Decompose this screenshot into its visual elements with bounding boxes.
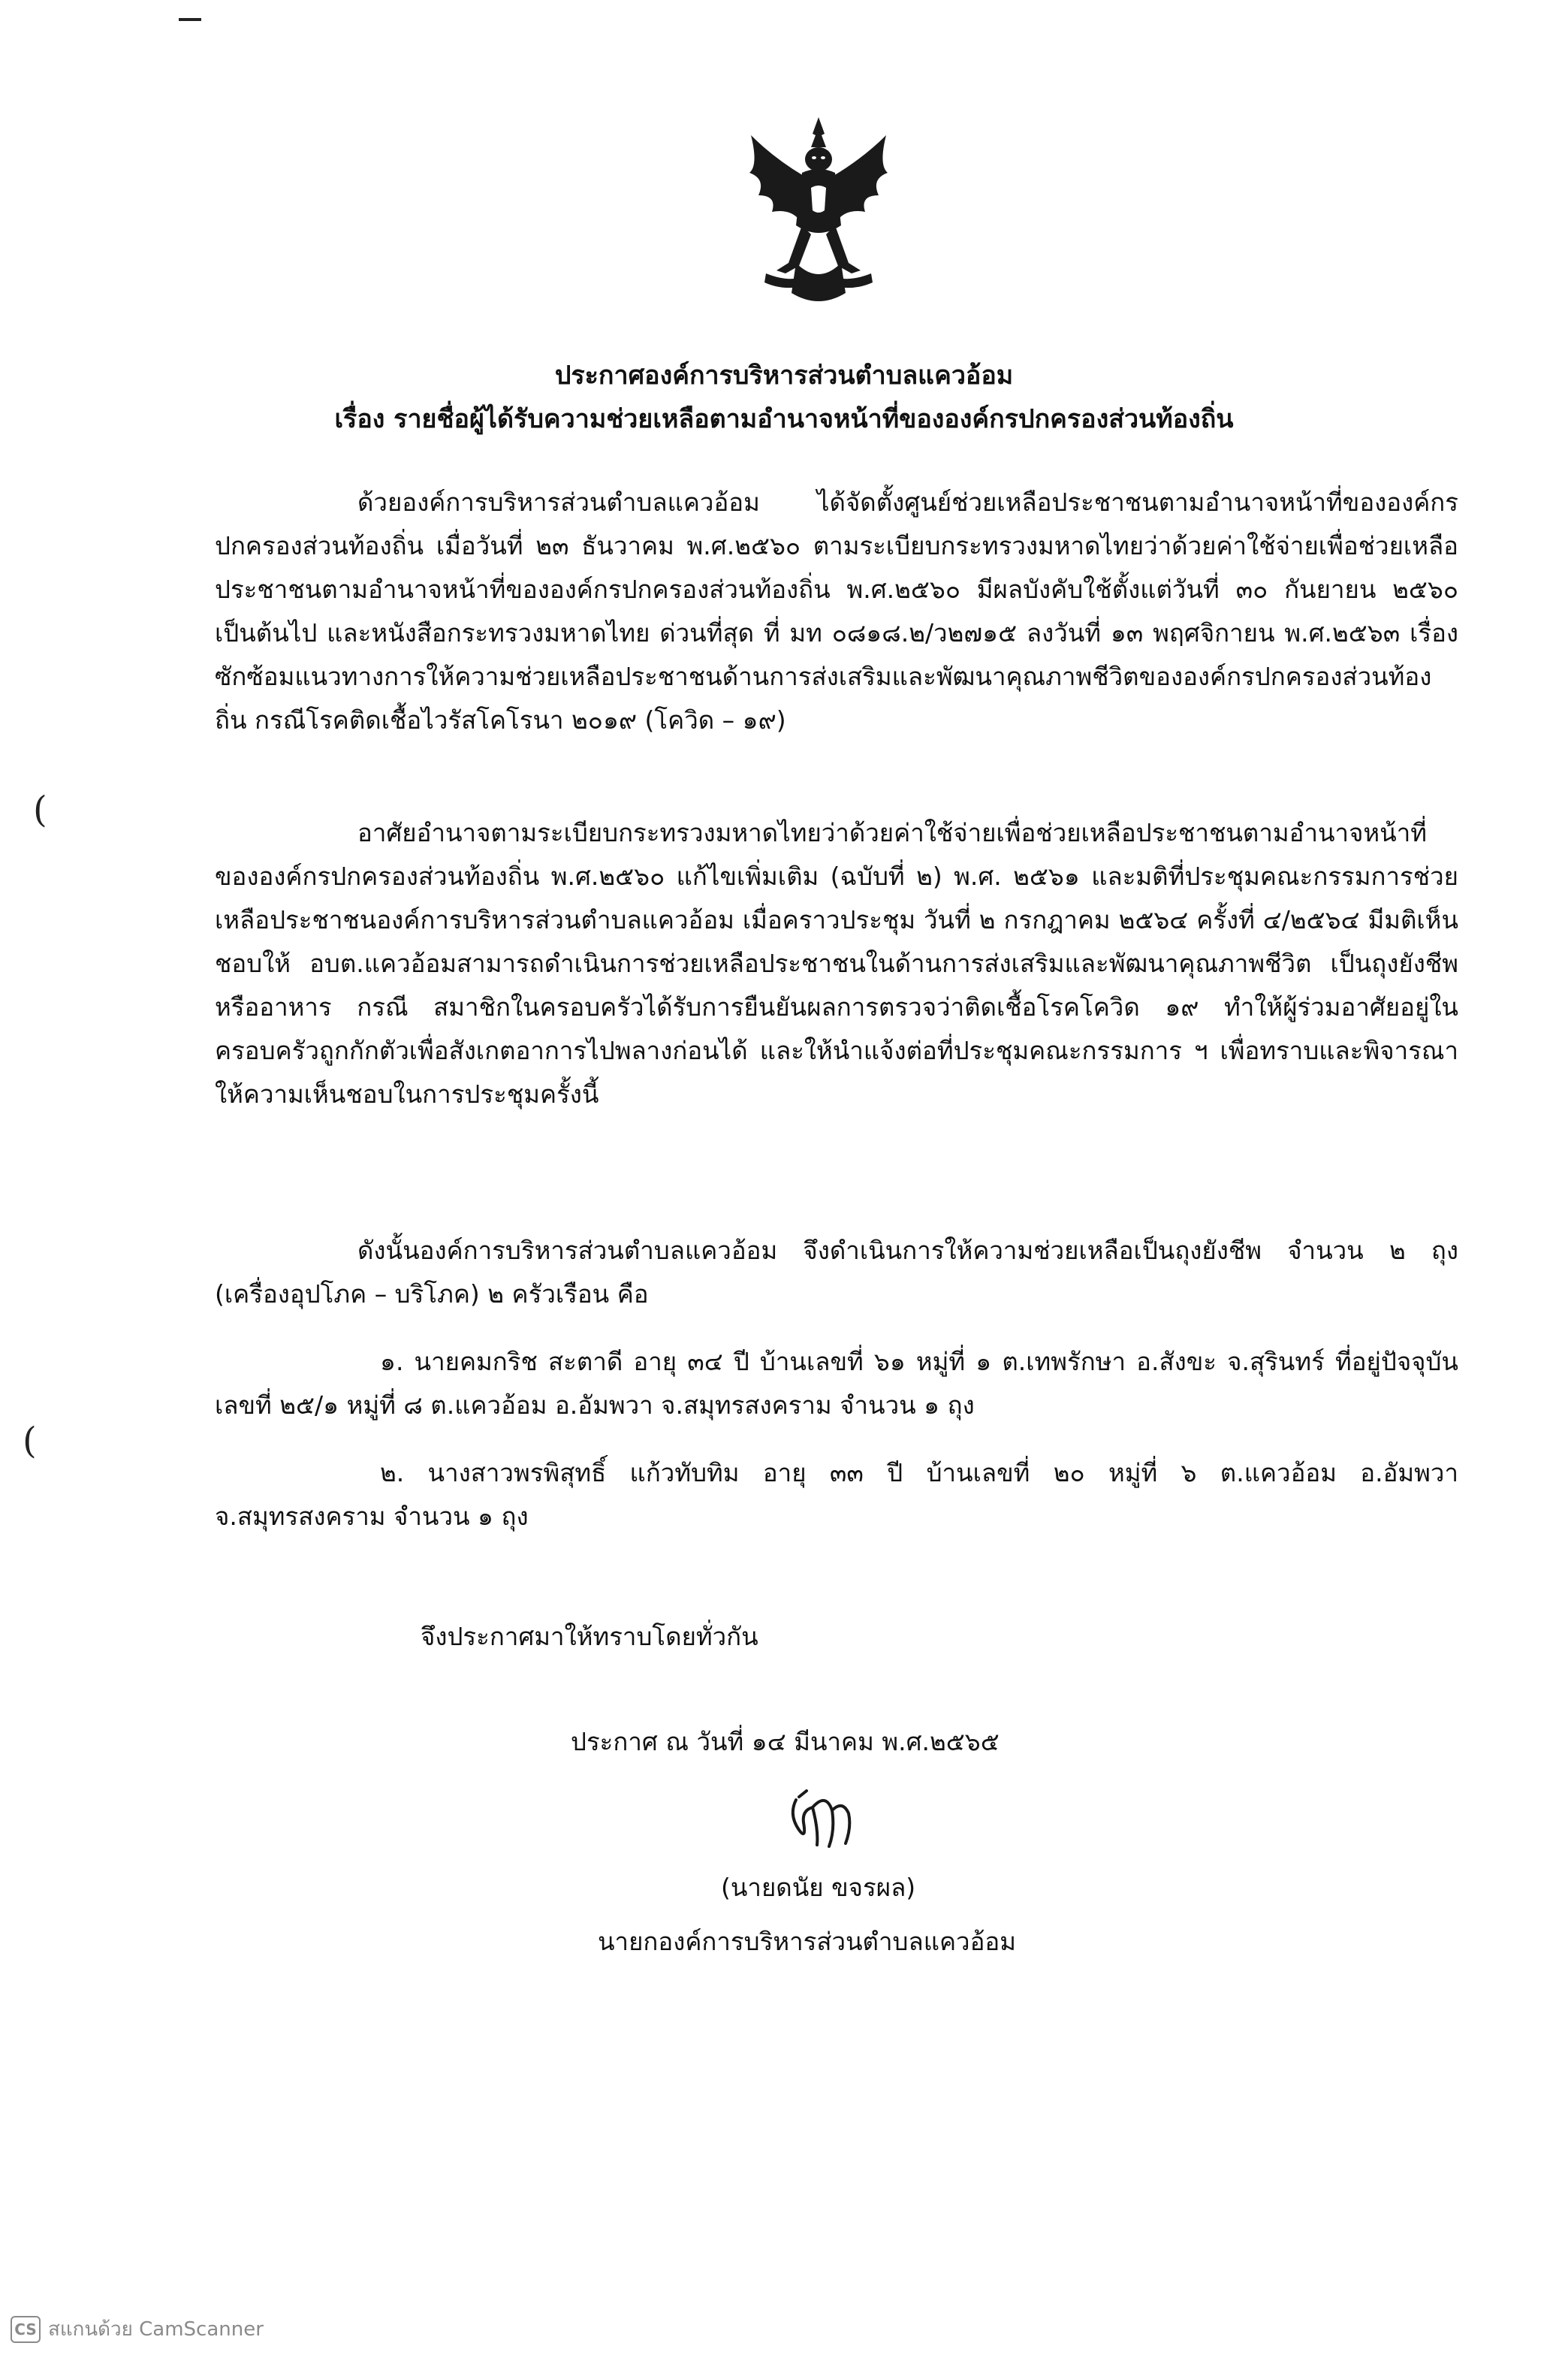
closing-statement: จึงประกาศมาให้ทราบโดยทั่วกัน	[421, 1622, 758, 1651]
handwritten-signature	[773, 1777, 879, 1860]
recipient-item-2: ๒. นางสาวพรพิสุทธิ์ แก้วทับทิม อายุ ๓๓ ปี บ้านเลขที่ ๒๐ หมู่ที่ ๖ ต.แควอ้อม อ.อัมพวา จ.สมุทรสงคราม จำนวน ๑ ถุง	[215, 1458, 1458, 1531]
camscanner-logo-icon: CS	[11, 2316, 41, 2343]
scan-mark-dash	[179, 18, 201, 21]
scan-mark-bracket: (	[23, 1420, 37, 1462]
body-paragraph-1: ด้วยองค์การบริหารส่วนตำบลแควอ้อม ได้จัดตั้งศูนย์ช่วยเหลือประชาชนตามอำนาจหน้าที่ขององค์กรปกครองส่วนท้องถิ่น เมื่อวันที่ ๒๓ ธันวาคม พ.ศ.๒๕๖๐ ตามระเบียบกระทรวงมหาดไทยว่าด้วยค่าใช้จ่ายเพื่อช่วยเหลือประชาชนตามอำนาจหน้าที่ขององค์กรปกครองส่วนท้องถิ่น พ.ศ.๒๕๖๐ มีผลบังคับใช้ตั้งแต่วันที่ ๓๐ กันยายน ๒๕๖๐ เป็นต้นไป และหนังสือกระทรวงมหาดไทย ด่วนที่สุด ที่ มท ๐๘๑๘.๒/ว๒๗๑๕ ลงวันที่ ๑๓ พฤศจิกายน พ.ศ.๒๕๖๓ เรื่องซักซ้อมแนวทางการให้ความช่วยเหลือประชาชนด้านการส่งเสริมและพัฒนาคุณภาพชีวิตขององค์กรปกครองส่วนท้องถิ่น กรณีโรคติดเชื้อไวรัสโคโรนา ๒๐๑๙ (โควิด – ๑๙)	[215, 488, 1458, 735]
watermark-text: สแกนด้วย CamScanner	[48, 2318, 264, 2341]
garuda-emblem-icon	[736, 113, 901, 316]
body-paragraph-3: ดังนั้นองค์การบริหารส่วนตำบลแควอ้อม จึงดำเนินการให้ความช่วยเหลือเป็นถุงยังชีพ จำนวน ๒ ถุง (เครื่องอุปโภค – บริโภค) ๒ ครัวเรือน คือ	[215, 1236, 1458, 1309]
camscanner-watermark	[11, 2314, 264, 2344]
announcement-subject: เรื่อง รายชื่อผู้ได้รับความช่วยเหลือตามอำนาจหน้าที่ขององค์กรปกครองส่วนท้องถิ่น	[334, 404, 1234, 434]
announcement-date: ประกาศ ณ วันที่ ๑๔ มีนาคม พ.ศ.๒๕๖๕	[571, 1727, 1000, 1756]
recipient-item-1: ๑. นายคมกริช สะตาดี อายุ ๓๔ ปี บ้านเลขที่ ๖๑ หมู่ที่ ๑ ต.เทพรักษา อ.สังขะ จ.สุรินทร์ ที่อยู่ปัจจุบันเลขที่ ๒๕/๑ หมู่ที่ ๘ ต.แควอ้อม อ.อัมพวา จ.สมุทรสงคราม จำนวน ๑ ถุง	[215, 1347, 1458, 1420]
scan-mark-bracket: (	[33, 789, 47, 831]
body-paragraph-2: อาศัยอำนาจตามระเบียบกระทรวงมหาดไทยว่าด้วยค่าใช้จ่ายเพื่อช่วยเหลือประชาชนตามอำนาจหน้าที่ขององค์กรปกครองส่วนท้องถิ่น พ.ศ.๒๕๖๐ แก้ไขเพิ่มเติม (ฉบับที่ ๒) พ.ศ. ๒๕๖๑ และมติที่ประชุมคณะกรรมการช่วยเหลือประชาชนองค์การบริหารส่วนตำบลแควอ้อม เมื่อคราวประชุม วันที่ ๒ กรกฎาคม ๒๕๖๔ ครั้งที่ ๔/๒๕๖๔ มีมติเห็นชอบให้ อบต.แควอ้อมสามารถดำเนินการช่วยเหลือประชาชนในด้านการส่งเสริมและพัฒนาคุณภาพชีวิต เป็นถุงยังชีพ หรืออาหาร กรณี สมาชิกในครอบครัวได้รับการยืนยันผลการตรวจว่าติดเชื้อโรคโควิด ๑๙ ทำให้ผู้ร่วมอาศัยอยู่ในครอบครัวถูกกักตัวเพื่อสังเกตอาการไปพลางก่อนได้ และให้นำแจ้งต่อที่ประชุมคณะกรรมการ ฯ เพื่อทราบและพิจารณาให้ความเห็นชอบในการประชุมครั้งนี้	[215, 818, 1458, 1109]
signer-position: นายกองค์การบริหารส่วนตำบลแควอ้อม	[598, 1927, 1016, 1956]
signer-name: (นายดนัย ขจรผล)	[721, 1873, 916, 1902]
announcement-title: ประกาศองค์การบริหารส่วนตำบลแควอ้อม	[554, 361, 1014, 391]
